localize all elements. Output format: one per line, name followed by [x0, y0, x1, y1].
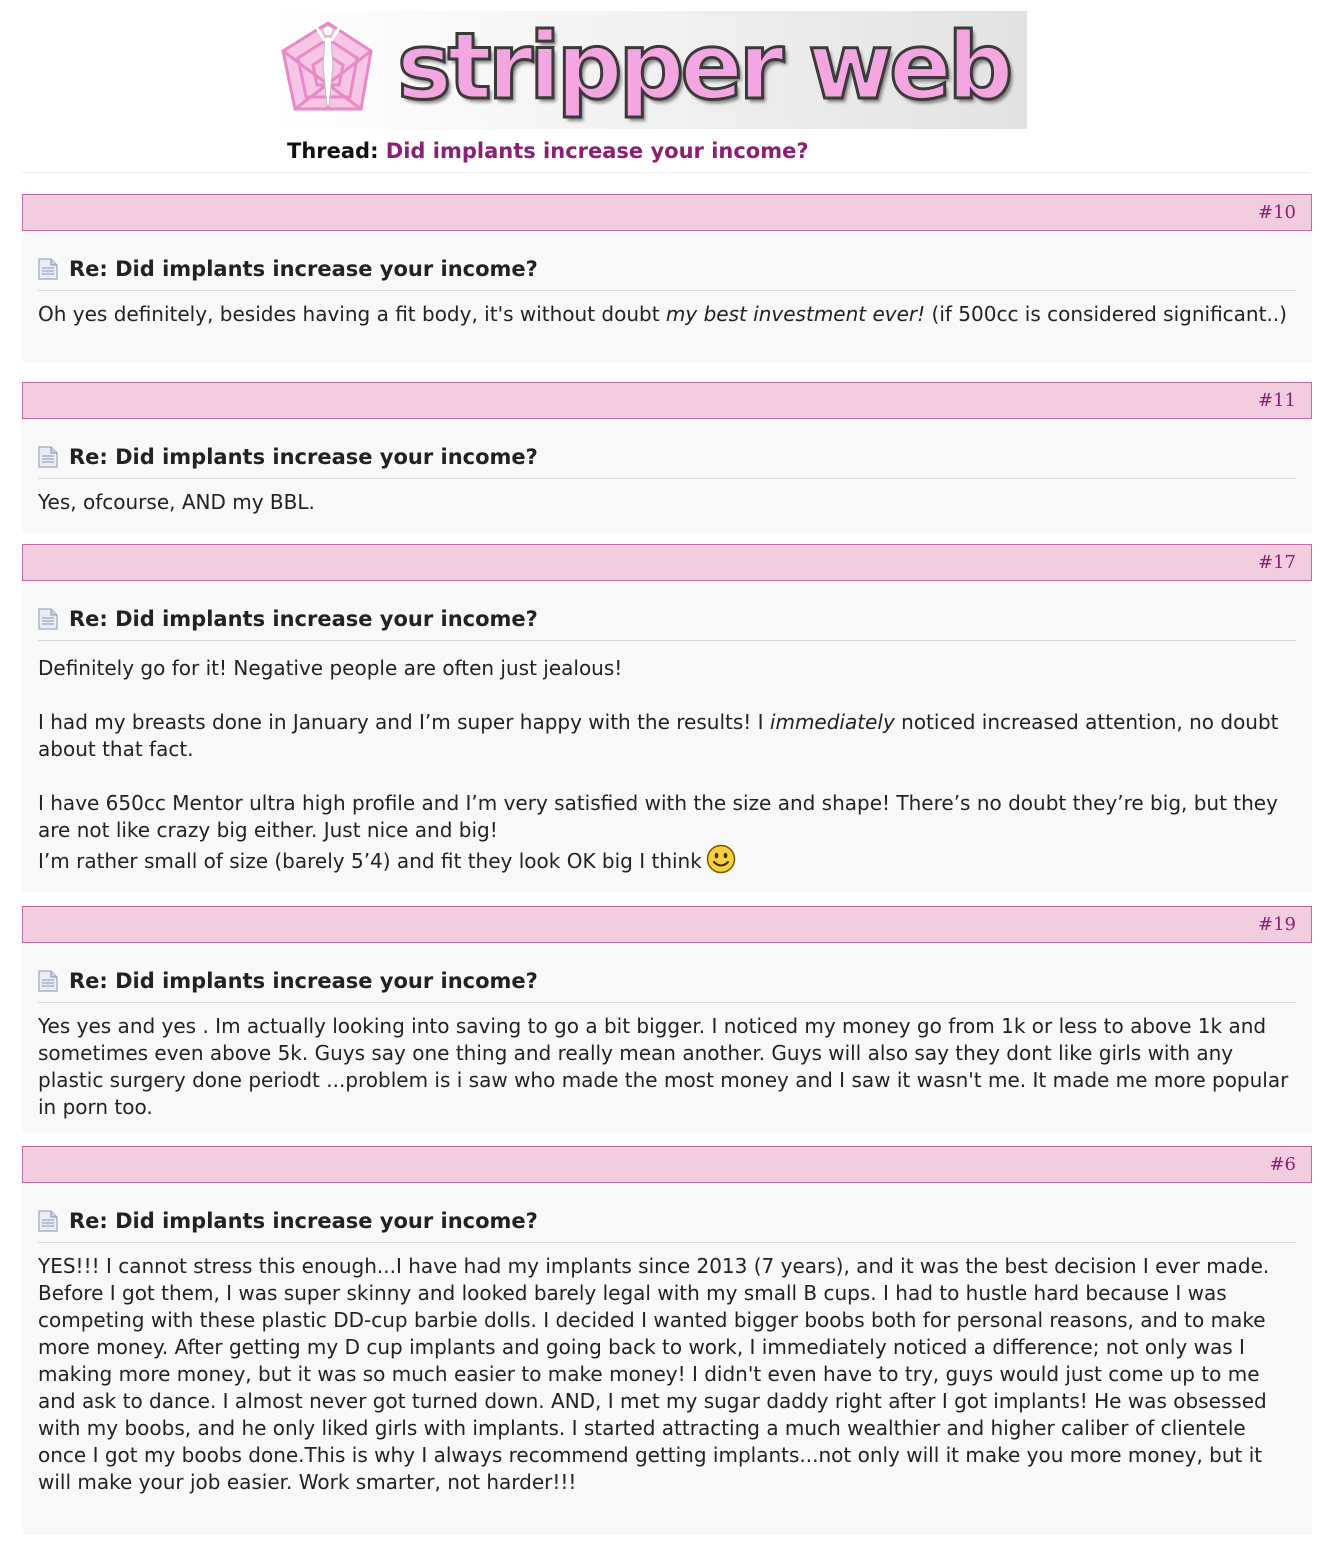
post-text: Yes yes and yes . Im actually looking into saving to go a bit bigger. I noticed my money go from 1k or less to above 1k and sometimes even above 5k. Guys say one thing and really mean another. Guys will also say they dont like girls with any plastic surgery done periodt ...problem is i saw who made the most money and I saw it wasn't me. It made me more popular in porn too.: [38, 1014, 1289, 1119]
post-19: [22, 906, 1312, 1133]
post-title: Re: Did implants increase your income?: [69, 1209, 538, 1233]
smiley-icon: [706, 844, 736, 874]
post-body: [22, 1183, 1312, 1535]
post-message: [38, 1243, 1296, 1496]
site-logo-text[interactable]: stripper web: [397, 13, 1010, 120]
post-11: [22, 382, 1312, 533]
post-title: Re: Did implants increase your income?: [69, 257, 538, 281]
post-text-emphasis: immediately: [769, 710, 895, 734]
post-6: [22, 1146, 1312, 1535]
post-body: [22, 231, 1312, 362]
post-message: [38, 1003, 1296, 1121]
post-number-link[interactable]: #10: [1258, 202, 1296, 223]
post-body: [22, 943, 1312, 1133]
post-title-row: [38, 1209, 1296, 1243]
post-text: Definitely go for it! Negative people are often just jealous!: [38, 656, 623, 680]
post-text: I’m rather small of size (barely 5’4) and fit they look OK big I think: [38, 849, 702, 873]
post-header-bar: [22, 906, 1312, 943]
document-icon: [38, 1210, 58, 1232]
post-message: [38, 641, 1296, 875]
thread-title-link[interactable]: Did implants increase your income?: [385, 139, 809, 163]
post-body: [22, 581, 1312, 892]
post-text: Yes, ofcourse, AND my BBL.: [38, 490, 315, 514]
post-title-row: [38, 969, 1296, 1003]
document-icon: [38, 258, 58, 280]
post-header-bar: [22, 544, 1312, 581]
divider: [22, 172, 1310, 173]
post-header-bar: [22, 382, 1312, 419]
post-message: [38, 479, 1296, 516]
post-17: [22, 544, 1312, 892]
post-number-link[interactable]: #17: [1258, 552, 1296, 573]
thread-label: Thread:: [287, 139, 379, 163]
post-header-bar: [22, 1146, 1312, 1183]
post-body: [22, 419, 1312, 533]
post-title-row: [38, 607, 1296, 641]
post-title: Re: Did implants increase your income?: [69, 607, 538, 631]
thread-heading: [287, 139, 809, 163]
post-text: YES!!! I cannot stress this enough...I have had my implants since 2013 (7 years), and it was the best decision I ever made. Before I got them, I was super skinny and looked barely legal with my small B cups. I had to hustle hard because I was competing with these plastic DD-cup barbie dolls. I decided I wanted bigger boobs both for personal reasons, and to make more money. After getting my D cup implants and going back to work, I immediately noticed a difference; not only was I making more money, but it was so much easier to make money! I didn't even have to try, guys would just come up to me and ask to dance. I almost never got turned down. AND, I met my sugar daddy right after I got implants! He was obsessed with my boobs, and he only liked girls with implants. I started attracting a much wealthier and higher caliber of clientele once I got my boobs done.This is why I always recommend getting implants...not only will it make you more money, but it will make your job easier. Work smarter, not harder!!!: [38, 1254, 1270, 1494]
post-text: (if 500cc is considered significant..): [925, 302, 1287, 326]
spider-web-dancer-icon[interactable]: [269, 11, 387, 129]
post-title: Re: Did implants increase your income?: [69, 445, 538, 469]
post-10: [22, 194, 1312, 362]
post-number-link[interactable]: #11: [1258, 390, 1296, 411]
post-number-link[interactable]: #19: [1258, 914, 1296, 935]
post-text: noticed increased attention, no doubt about that fact.: [38, 710, 1279, 761]
post-text: I have 650cc Mentor ultra high profile and I’m very satisfied with the size and shape! There’s no doubt they’re big, but they are not like crazy big either. Just nice and big!: [38, 791, 1278, 842]
document-icon: [38, 970, 58, 992]
post-text: I had my breasts done in January and I’m super happy with the results! I: [38, 710, 770, 734]
post-title-row: [38, 257, 1296, 291]
post-title: Re: Did implants increase your income?: [69, 969, 538, 993]
post-number-link[interactable]: #6: [1269, 1154, 1296, 1175]
post-message: [38, 291, 1296, 328]
document-icon: [38, 446, 58, 468]
site-header: [269, 11, 1027, 129]
post-text-emphasis: my best investment ever!: [665, 302, 926, 326]
post-header-bar: [22, 194, 1312, 231]
document-icon: [38, 608, 58, 630]
post-text: Oh yes definitely, besides having a fit body, it's without doubt: [38, 302, 666, 326]
post-title-row: [38, 445, 1296, 479]
